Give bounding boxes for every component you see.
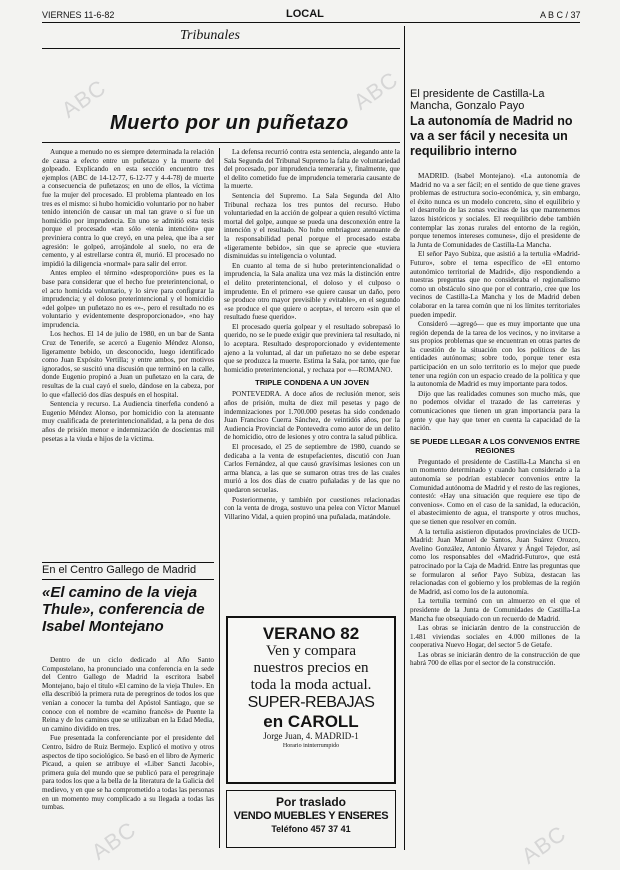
watermark: ABC <box>348 66 403 115</box>
watermark: ABC <box>56 74 111 123</box>
ad-line: SUPER-REBAJAS <box>247 694 375 711</box>
column-divider <box>219 148 220 848</box>
article-paragraph: Dentro de un ciclo dedicado al Año Santo Compostelano, ha pronunciado una conferencia en la sede del Centro Gallego de Madrid la escritora Isabel Montejano, bajo el título «El camino de la vieja Thule». En ella describió la primera ruta de peregrinos de todos los que venían a conocer la tumba del Apóstol Santiago, que se conoce con el nombre de «camino francés» de Puente la Reina y de los caminos que se utilizaban en la Edad Media, un camino dividido en tres. <box>42 656 214 733</box>
gallego-body <box>42 656 214 848</box>
right-title: La autonomía de Madrid no va a ser fácil y necesita un requilibrio interno <box>410 114 573 158</box>
article-paragraph: Los hechos. El 14 de julio de 1980, en un bar de Santa Cruz de Tenerife, se acercó a Eugenio Méndez Alonso, ligeramente bebido, un desconocido, luego identificado como Juan Expósito Vertilla; y entre ambos, por motivos ignorados, se suscitó una discusión que terminó en la calle, donde Eugenio propinó a Juan un puñetazo en la cara, de resultas de la cual cayó el suelo, dándose en la cabeza, por lo que «falleció dos días después en el hospital. <box>42 330 214 399</box>
tribunales-column-1 <box>42 148 214 558</box>
header-date: VIERNES 11-6-82 <box>42 10 115 20</box>
gallego-title: «El camino de la vieja Thule», conferencia de Isabel Montejano <box>42 584 205 635</box>
right-body <box>410 172 580 848</box>
article-paragraph: A la tertulia asistieron diputados provinciales de UCD-Madrid: Juan Manuel de Santos, Juan Suárez Orozco, Avelino González, Antonio Álvarez y Ángel Tejedor, así como los responsables del «Madrid-Futuro», que está patrocinado por la Caja de Madrid. Entre las preguntas que se formularon al señor Payo Subiza, destacan las relacionadas con el gobierno y los problemas de la región de Madrid, así como los de la autonomía. <box>410 527 580 596</box>
article-paragraph: Dijo que las realidades comunes son mucho más, que no podemos olvidar el trazado de las carreteras y comunicaciones que tienen un gran importancia para la gente y que hay que tener en cuenta la capacidad de la nación. <box>410 389 580 433</box>
article-paragraph: PONTEVEDRA. A doce años de reclusión menor, seis años de prisión, multa de diez mil pesetas y pago de indemnizaciones por 1.700.000 pesetas ha sido condenado Juan Francisco Cuerra Sánchez, de veintidós años, por la Audiencia Provincial de Pontevedra como autor de un delito de homicidio, otro de lesiones y otro contra la salud pública. <box>224 390 400 442</box>
ad-footer: Horario ininterrumpido <box>282 743 340 749</box>
article-paragraph: Sentencia y recurso. La Audiencia tinerfeña condenó a Eugenio Méndez Alonso, por homicidio con la atenuante muy cualificada de preterintencionalidad, a la pena de dos años de prisión menor e indemnización de doscientas mil pesetas a la viuda e hijos de la víctima. <box>42 400 214 443</box>
gallego-top-rule <box>42 562 214 563</box>
article-paragraph: La tertulia terminó con un almuerzo en el que el presidente de la Junta de Comunidades de Castilla-La Mancha fue obsequiado con un recuerdo de Madrid. <box>410 597 580 623</box>
article-paragraph: Las obras se iniciarán dentro de la construcción de que habrá 700 de ellas por el sector de la construcción. <box>410 650 580 668</box>
tribunales-column-2 <box>224 148 400 578</box>
article-paragraph: Sentencia del Supremo. La Sala Segunda del Alto Tribunal rechaza los tres puntos del recurso. Hubo voluntariedad en la acción de golpear a quien resultó víctima mortal del golpe, aunque se pueda una desconexión entre la intención y el resultado. No hubo embriaguez atenuante de la responsabilidad penal porque el procesado estaba «ligeramente bebido», sin que se aprecie que «tuviera disminuidas su inteligencia o voluntad. <box>224 191 400 261</box>
article-paragraph: Posteriormente, y también por cuestiones relacionadas con la venta de droga, sostuvo una pelea con Víctor Manuel Villarino Vidal, a quien propinó una puñalada, matándole. <box>224 495 400 521</box>
article-paragraph: El procesado, el 25 de septiembre de 1980, cuando se dedicaba a la venta de estupefacientes, discutió con Juan Carlos Fernández, al que causó gravísimas lesiones con un arma blanca, a las que se sumaron otras tres de las cuales murió a los dos días de cuatro puñaladas y de las que no quedaron secuelas. <box>224 443 400 494</box>
article-paragraph: Aunque a menudo no es siempre determinada la relación de causa a efecto entre un puñetazo y la muerte del golpeado. Explicando en esta sección encuentro tres ejemplos (ABC de 14-12-77, 6-12-77 y 4-4-78) de muerte a consecuencia de puñetazos; en uno de ellos, la víctima fue la mujer del procesado. El problema planteado en los tres es el mismo: si hubo homicidio voluntario por no haber tenido intención de causar un mal tan grave o sí fue un homicidio por imprudencia. En uno se admitió esta tesis porque el procesado «tan sólo «tenía intención» que previniera contra lo que creyó, en una pelea, que iba a ser agresión: le golpeó, arrojándole al suelo, no era de cemento, y al estrellarse contra él, murió. El procesado no impidió la diligencia «normal» para salir del error. <box>42 148 214 268</box>
ad-line: toda la moda actual. <box>250 677 372 693</box>
header-section: LOCAL <box>286 8 324 20</box>
ad-brand: en CAROLL <box>263 712 359 731</box>
article-paragraph: La defensa recurrió contra esta sentencia, alegando ante la Sala Segunda del Tribunal Supremo la falta de voluntariedad del procesado, por imprudencia temeraria y, finalmente, que el delito cometido fue de imprudencia temeraria causante de la muerte. <box>224 148 400 191</box>
watermark: ABC <box>86 816 141 865</box>
verano-ad <box>226 616 396 784</box>
article-paragraph: Antes empleo el término «desproporción» pues es la base para considerar que el hecho fue preterintencional, o el acto homicida voluntario, y lo sirve para configurar la imprudencia; y el doloso preterintencional y el homicidio «del golpe» un puñetazo no es «»-, pero el resultado no es voluntario y evidentemente desproporcionado», «no hay imprudencia. <box>42 269 214 329</box>
triple-heading: TRIPLE CONDENA A UN JOVEN <box>255 378 369 388</box>
tribunales-rule <box>42 48 400 49</box>
right-subheading: SE PUEDE LLEGAR A LOS CONVENIOS ENTRE REGIONES <box>410 436 580 455</box>
title-rule <box>42 142 400 143</box>
ad-line: Por traslado <box>275 795 347 809</box>
right-divider <box>404 26 405 850</box>
ad-line: VENDO MUEBLES Y ENSERES <box>233 810 389 822</box>
article-paragraph: Consideró —agregó— que es muy importante que una región dependa de la tarea de los vecinos, y no invitarse a sus propios problemas que se encuentran en otras partes de la cuestión de la situación con los políticos de las entidades autónomas; sobre todo, porque tener esta participación en un solo territorio es lo mejor que puede tener una región con un espacio creado de la política y que la autonomía de Madrid es muy importante para todos. <box>410 320 580 389</box>
ad-phone: Teléfono 457 37 41 <box>271 824 351 834</box>
article-paragraph: Fue presentada la conferenciante por el presidente del Centro, Isidro de Ruiz Bermejo. Explicó el motivo y otros aspectos de tipo sociológico. Se basó en el libro de Aymeric Picaud, a quien se atribuye el «Liber Sancti Jacobi», primera guía del mundo que se publicó para el peregrinaje para todos los que a la bella de la literatura de la Galicia del medievo, y en que se ha comprometido a todas las personas en un momento muy complicado a su llegada a todas las tumbas. <box>42 734 214 812</box>
article-paragraph: Preguntado el presidente de Castilla-La Mancha si en un momento determinado y cuando han considerado a la autonomía se podrían establecer convenios entre la Comunidad autónoma de Madrid y el resto de las regiones, contestó: «Hay una situación que requiere ese tipo de convenios». Como en el caso de la sanidad, la educación, el abastecimiento de agua, el transporte y otros muchos, que se tienen que resolver en común. <box>410 457 580 526</box>
gallego-kicker: En el Centro Gallego de Madrid <box>42 564 197 576</box>
article-paragraph: MADRID. (Isabel Montejano). «La autonomía de Madrid no va a ser fácil; en el sentido de que tiene graves problemas de estructura socio-económica, y, sin embargo, el éxito nunca es un modelo concreto, sino el equilibrio y el desarrollo de las zonas vecinas de las que mantenemos lazos históricos y sociales. El reequilibrio debe también contemplar las zonas rurales del entorno de la región, porque tenemos intereses comunes», dijo el presidente de la Junta de Comunidades de Castilla-La Mancha. <box>410 172 580 249</box>
ad-line: Ven y compara <box>266 643 356 659</box>
tribunales-label: Tribunales <box>180 28 240 43</box>
ad-title: VERANO 82 <box>262 624 360 643</box>
gallego-rule <box>42 579 214 580</box>
header-rule <box>42 22 580 23</box>
article-paragraph: El señor Payo Subiza, que asistió a la tertulia «Madrid-Futuro», sobre el tema específico de «El entorno autonómico territorial de Madrid», dijo respondiendo a nuestras preguntas que no consideraba el regionalismo como un obstáculo sino que por el contrario, cree que los vecinos de Castilla-La Mancha y los de Madrid deben colaborar en la tarea común que ni los límites territoriales pueden impedir. <box>410 250 580 319</box>
traslado-ad <box>226 790 396 848</box>
ad-line: nuestros precios en <box>253 660 369 676</box>
article-paragraph: El procesado quería golpear y el resultado sobrepasó lo querido, no se le puede exigir que previniera tal resultado, ni lo aceptara. Resultado desproporcionado y evidentemente ajeno a la voluntad, al dar un puñetazo no se debe esperar que se produzca la muerte. Estima la Sala, por tanto, que fue homicidio preterintencional, y rechaza por «—ROMANO. <box>224 322 400 374</box>
right-kicker: El presidente de Castilla-La Mancha, Gonzalo Payo <box>410 88 545 112</box>
article-paragraph: En cuanto al tema de si hubo preterintencionalidad o imprudencia, la Sala analiza una vez más la distinción entre el delito preterintencional, el doloso y el culposo o imprudente. En el primero «se quiere causar un daño, pero se produce otro mayor previsible y evitable», en el segundo «se produce el que quiere o acepta», el tercero «sin que el resultado fuese querido». <box>224 261 400 322</box>
article-paragraph: Las obras se iniciarán dentro de la construcción de 1.481 viviendas sociales en 4.000 millones de la cooperativa Nuevo Hogar, del sector 5 de Getafe. <box>410 624 580 650</box>
header-page: A B C / 37 <box>540 10 581 20</box>
ad-address: Jorge Juan, 4. MADRID-1 <box>263 731 359 741</box>
watermark: ABC <box>516 820 571 869</box>
tribunales-title: Muerto por un puñetazo <box>110 112 349 134</box>
